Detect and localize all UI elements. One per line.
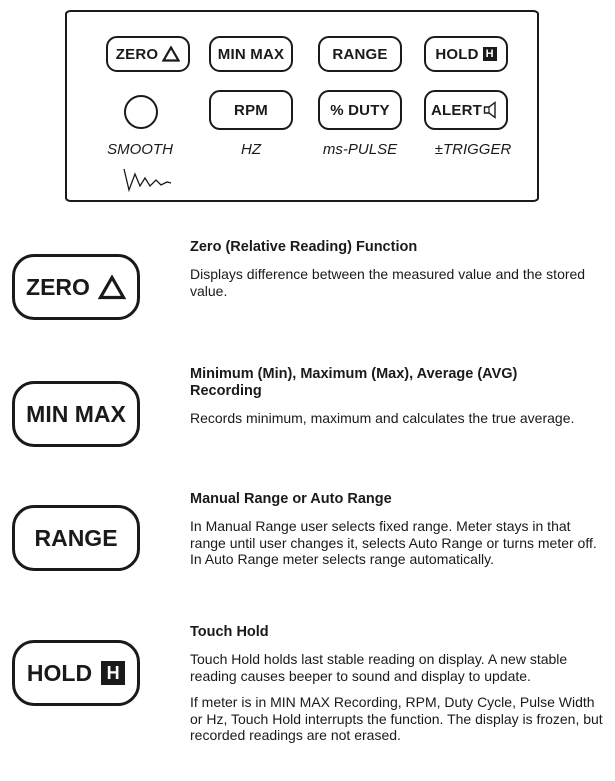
min-max-button-label: MIN MAX xyxy=(26,400,126,427)
speaker-icon xyxy=(483,101,501,119)
panel-rpm-button[interactable] xyxy=(209,90,293,130)
panel-hold-label: HOLD xyxy=(435,45,479,63)
smooth-waveform-icon xyxy=(121,166,173,194)
min-max-section-title: Minimum (Min), Maximum (Max), Average (AVG) Recording xyxy=(190,366,518,399)
meter-button-panel xyxy=(65,10,539,202)
zero-button-label: ZERO xyxy=(26,273,90,300)
range-button-label: RANGE xyxy=(34,524,118,551)
panel-alert-label: ALERT xyxy=(431,101,482,119)
hold-icon xyxy=(101,661,125,685)
smooth-circle-icon[interactable] xyxy=(124,95,158,129)
panel-min-max-button[interactable] xyxy=(209,36,293,72)
panel-duty-button[interactable] xyxy=(318,90,402,130)
delta-icon xyxy=(98,275,126,300)
smooth-label: SMOOTH xyxy=(107,141,173,158)
panel-zero-button[interactable] xyxy=(106,36,190,72)
range-section-text: In Manual Range user selects fixed range. Meter stays in that range until user changes it, selects Auto Range or turns meter off. In Auto Range meter selects range automatically. xyxy=(190,518,597,567)
panel-hold-button[interactable] xyxy=(424,36,508,72)
range-button[interactable] xyxy=(12,505,140,571)
hold-icon-letter: H xyxy=(485,47,494,60)
zero-section-text: Displays difference between the measured value and the stored value. xyxy=(190,266,586,299)
hz-label: HZ xyxy=(241,141,261,158)
hold-section-title: Touch Hold xyxy=(190,624,269,640)
hold-button-label: HOLD xyxy=(26,659,93,686)
hold-section-text-1: Touch Hold holds last stable reading on display. A new stable reading causes beeper to sound and display to update. xyxy=(190,651,568,684)
zero-button[interactable] xyxy=(12,254,140,320)
min-max-section-text: Records minimum, maximum and calculates the true average. xyxy=(190,410,575,426)
panel-duty-label: % DUTY xyxy=(330,101,390,119)
panel-zero-label: ZERO xyxy=(115,45,159,63)
panel-range-button[interactable] xyxy=(318,36,402,72)
hold-icon xyxy=(483,47,497,61)
panel-alert-button[interactable] xyxy=(424,90,508,130)
panel-min-max-label: MIN MAX xyxy=(217,45,285,63)
delta-icon xyxy=(162,46,180,62)
hold-icon-letter: H xyxy=(106,663,120,683)
trigger-label xyxy=(435,141,512,158)
zero-section-title: Zero (Relative Reading) Function xyxy=(190,239,418,255)
trigger-text: TRIGGER xyxy=(442,141,512,158)
min-max-button[interactable] xyxy=(12,381,140,447)
range-section-title: Manual Range or Auto Range xyxy=(190,491,392,507)
trigger-sign: ± xyxy=(434,141,443,158)
ms-pulse-label: ms-PULSE xyxy=(322,141,398,158)
zero-section xyxy=(190,239,608,309)
panel-rpm-label: RPM xyxy=(234,101,268,119)
hold-section xyxy=(190,624,608,754)
hold-section-text-2: If meter is in MIN MAX Recording, RPM, Duty Cycle, Pulse Width or Hz, Touch Hold interrupts the function. The display is frozen, but recorded readings are not erased. xyxy=(190,694,603,743)
range-section xyxy=(190,491,608,578)
panel-range-label: RANGE xyxy=(332,45,388,63)
min-max-section xyxy=(190,366,608,437)
hold-button[interactable] xyxy=(12,640,140,706)
